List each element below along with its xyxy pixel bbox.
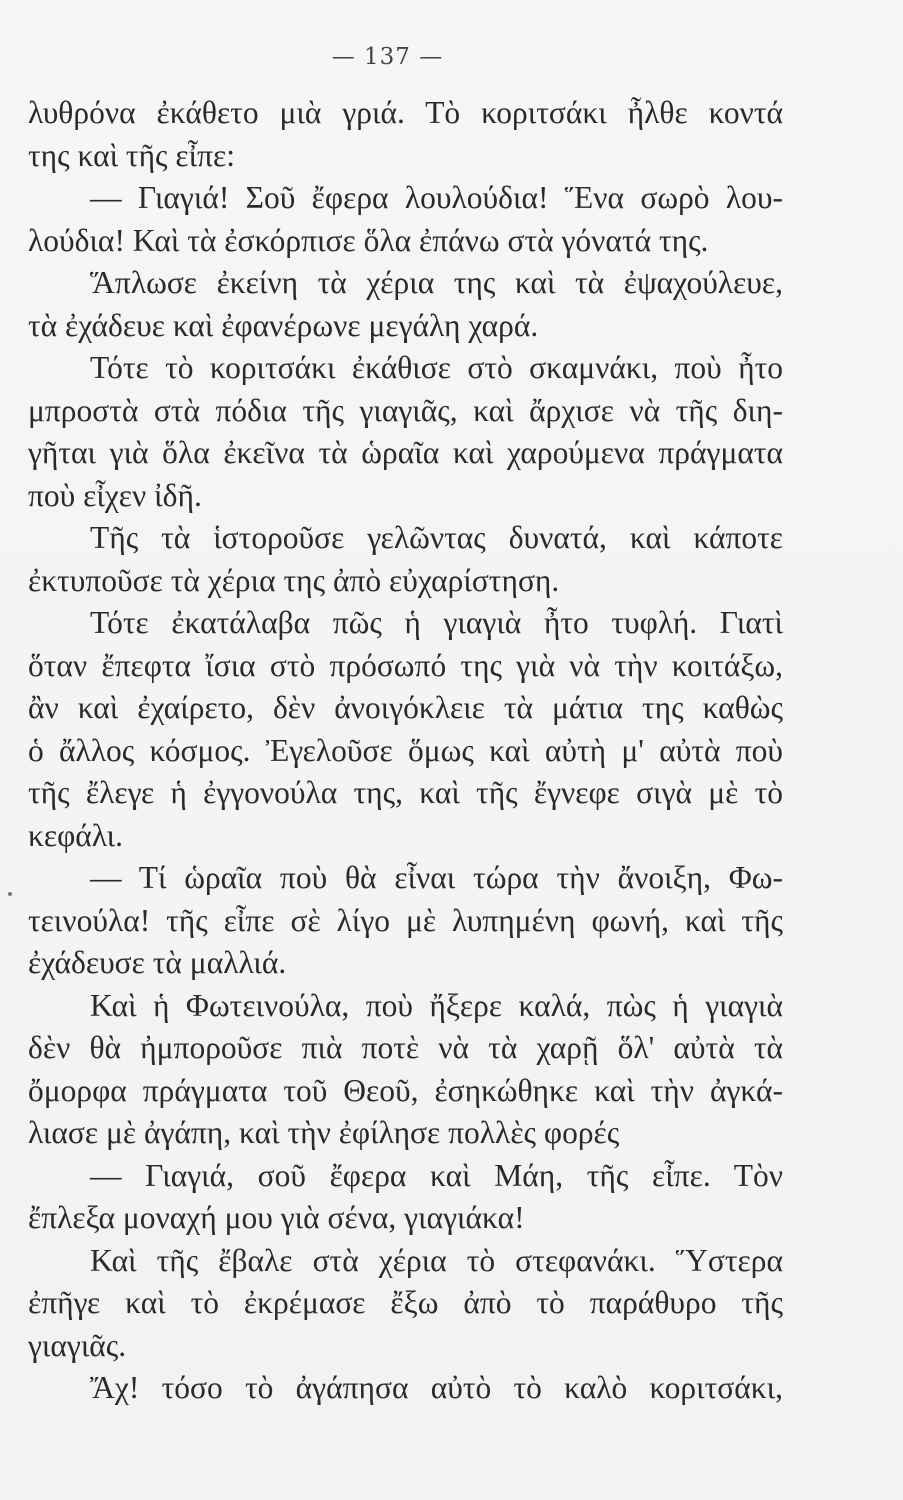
page-number: — 137 — <box>331 44 444 70</box>
text-line: τεινούλα! τῆς εἶπε σὲ λίγο μὲ λυπημένη φωνή, καὶ τῆς <box>28 902 783 938</box>
text-line: ἐπῆγε καὶ τὸ ἐκρέμασε ἔξω ἀπὸ τὸ παράθυρο τῆς <box>28 1285 783 1320</box>
text-line: τῆς ἔλεγε ἡ ἐγγονούλα της, καὶ τῆς ἔγνεφε σιγὰ μὲ τὸ <box>28 775 783 810</box>
text-line: ὁ ἄλλος κόσμος. Ἐγελοῦσε ὅμως καὶ αὐτὴ μ' αὐτὰ ποὺ <box>28 732 783 768</box>
text-line: Ἄχ! τόσο τὸ ἀγάπησα αὐτὸ τὸ καλὸ κοριτσάκι, <box>90 1370 783 1405</box>
text-line: Τότε ἐκατάλαβα πῶς ἡ γιαγιὰ ἦτο τυφλή. Γιατὶ <box>90 605 783 640</box>
text-line: Καὶ ἡ Φωτεινούλα, ποὺ ἤξερε καλά, πὼς ἡ γιαγιὰ <box>90 987 783 1023</box>
text-line: ἐκτυποῦσε τὰ χέρια της ἀπὸ εὐχαρίστηση. <box>28 562 560 598</box>
text-line: ὄμορφα πράγματα τοῦ Θεοῦ, ἐσηκώθηκε καὶ τὴν ἀγκά- <box>28 1072 783 1108</box>
text-line: τὰ ἐχάδευε καὶ ἐφανέρωνε μεγάλη χαρά. <box>28 307 539 343</box>
text-line: δὲν θὰ ἠμποροῦσε πιὰ ποτὲ νὰ τὰ χαρῇ ὅλ' αὐτὰ τὰ <box>28 1030 783 1065</box>
text-line: κεφάλι. <box>28 817 124 853</box>
stray-ink-mark <box>8 892 12 896</box>
text-line: Καὶ τῆς ἔβαλε στὰ χέρια τὸ στεφανάκι. Ὕστερα <box>90 1242 783 1278</box>
body-text <box>28 92 783 1410</box>
text-line: λούδια! Καὶ τὰ ἐσκόρπισε ὅλα ἐπάνω στὰ γόνατά της. <box>28 222 709 258</box>
text-line: — Γιαγιά, σοῦ ἔφερα καὶ Μάη, τῆς εἶπε. Τὸν <box>90 1157 783 1193</box>
text-line: λυθρόνα ἐκάθετο μιὰ γριά. Τὸ κοριτσάκι ἦλθε κοντά <box>28 95 783 130</box>
text-line: ὅταν ἔπεφτα ἴσια στὸ πρόσωπό της γιὰ νὰ τὴν κοιτάξω, <box>28 647 783 683</box>
text-line: γῆται γιὰ ὅλα ἐκεῖνα τὰ ὡραῖα καὶ χαρούμενα πράγματα <box>28 435 783 470</box>
text-line: Τότε τὸ κοριτσάκι ἐκάθισε στὸ σκαμνάκι, ποὺ ἦτο <box>90 350 783 385</box>
text-line: μπροστὰ στὰ πόδια τῆς γιαγιᾶς, καὶ ἄρχισε νὰ τῆς διη- <box>28 392 783 428</box>
text-line: λιασε μὲ ἀγάπη, καὶ τὴν ἐφίλησε πολλὲς φορές <box>28 1115 620 1150</box>
text-line: γιαγιᾶς. <box>28 1327 127 1363</box>
text-line: ποὺ εἶχεν ἰδῆ. <box>28 477 202 513</box>
text-line: ἐχάδευσε τὰ μαλλιά. <box>28 945 287 980</box>
text-line: Ἅπλωσε ἐκείνη τὰ χέρια της καὶ τὰ ἐψαχούλευε, <box>90 265 783 300</box>
text-line: ἔπλεξα μοναχή μου γιὰ σένα, γιαγιάκα! <box>28 1200 525 1235</box>
text-line: — Γιαγιά! Σοῦ ἔφερα λουλούδια! Ἕνα σωρὸ λου- <box>90 180 783 215</box>
text-line: — Τί ὡραῖα ποὺ θὰ εἶναι τώρα τὴν ἄνοιξη, Φω- <box>90 860 783 895</box>
text-line: Τῆς τὰ ἱστοροῦσε γελῶντας δυνατά, καὶ κάποτε <box>90 520 783 555</box>
text-line: ἂν καὶ ἐχαίρετο, δὲν ἀνοιγόκλειε τὰ μάτια της καθὼς <box>28 690 783 725</box>
text-line: της καὶ τῆς εἶπε: <box>28 137 235 173</box>
